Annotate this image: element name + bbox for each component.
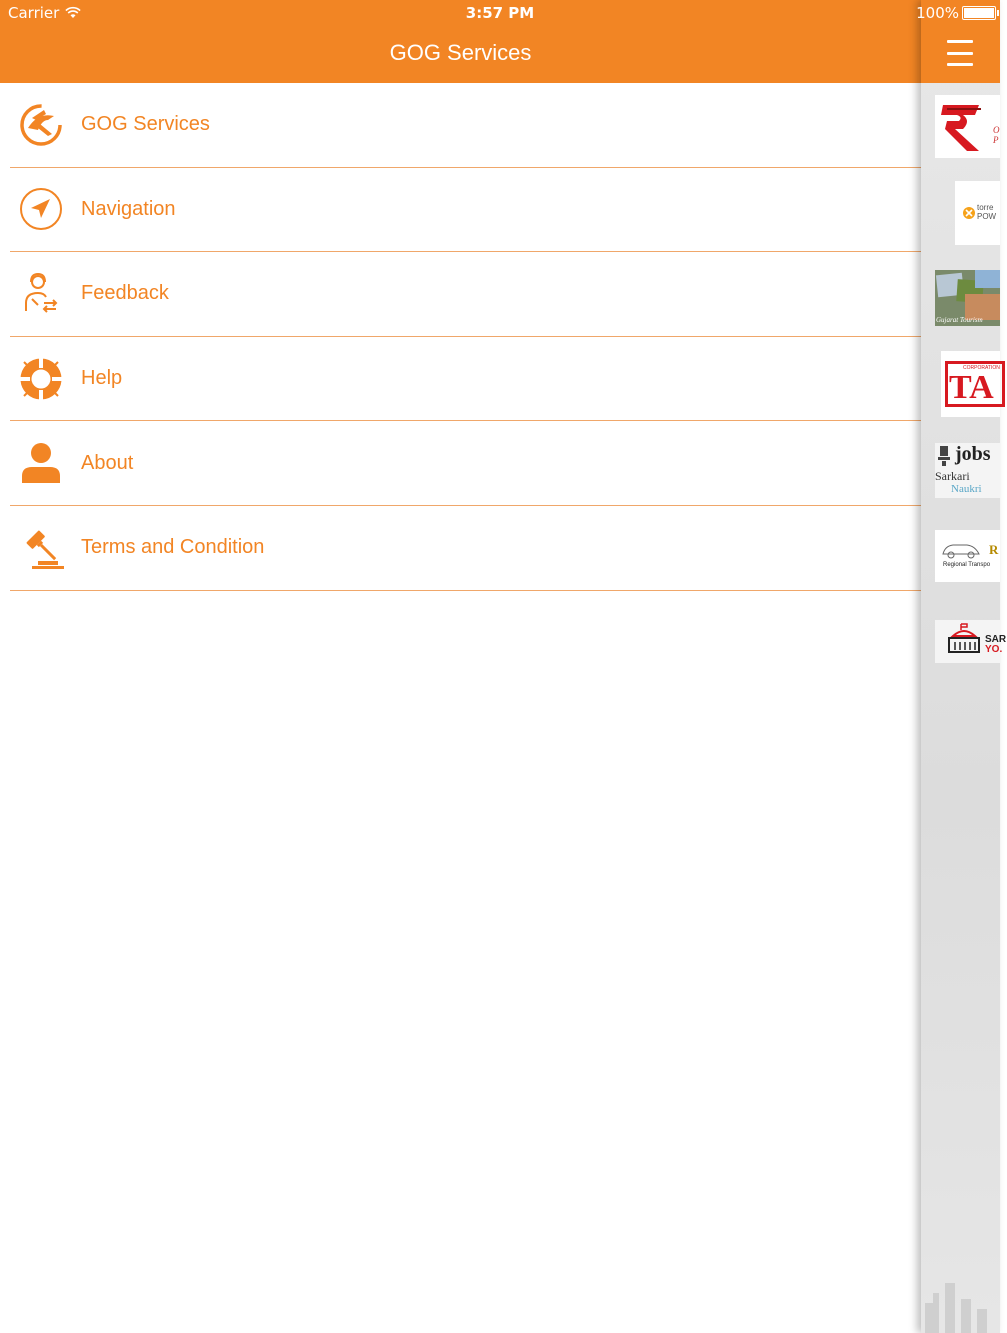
city-skyline-decoration: [921, 1273, 1000, 1333]
hamburger-menu-icon[interactable]: [947, 40, 973, 66]
thumbnail-subtext: CORPORATION: [963, 365, 1000, 371]
thumbnail-subtext: YO.: [985, 644, 1003, 655]
thumbnail-text: R: [989, 542, 999, 557]
lifebuoy-icon: [18, 356, 64, 402]
main-header: [916, 0, 1000, 83]
person-icon: [18, 440, 64, 486]
menu-item-label: About: [81, 451, 134, 474]
thumbnail-text: torre POW: [977, 203, 997, 221]
torrent-power-thumbnail[interactable]: [955, 181, 1000, 245]
menu-item-feedback[interactable]: [10, 252, 921, 337]
menu-item-label: GOG Services: [81, 113, 210, 136]
menu-item-label: Help: [81, 367, 123, 390]
thumbnail-text: jobs: [955, 443, 991, 465]
status-time: 3:57 PM: [465, 4, 535, 22]
main-content-peek[interactable]: [916, 0, 1007, 1333]
menu-item-terms[interactable]: [10, 506, 921, 591]
tax-thumbnail[interactable]: [941, 351, 1000, 417]
rto-thumbnail[interactable]: [935, 530, 1000, 582]
status-bar-left: [8, 4, 81, 22]
menu-item-about[interactable]: [10, 421, 921, 506]
app-header: [0, 0, 921, 83]
menu-item-label: Terms and Condition: [81, 536, 265, 559]
gujarat-tourism-thumbnail[interactable]: [935, 270, 1000, 326]
battery-icon: [962, 6, 996, 20]
battery-label: 100%: [916, 4, 959, 22]
sarkari-naukri-thumbnail[interactable]: [935, 443, 1000, 498]
navigation-arrow-icon: [18, 186, 64, 232]
menu-list: [0, 83, 921, 591]
menu-item-navigation[interactable]: [10, 168, 921, 253]
gavel-icon: [18, 525, 64, 571]
page-title: GOG Services: [389, 40, 532, 65]
feedback-person-icon: [18, 271, 64, 317]
sarkari-yojana-thumbnail[interactable]: [935, 620, 1007, 663]
thumbnail-text: Gujarat Tourism: [936, 316, 983, 324]
menu-item-help[interactable]: [10, 337, 921, 422]
thumbnail-subtext: Regional Transpo: [943, 562, 991, 568]
menu-item-label: Navigation: [81, 197, 176, 220]
thumbnail-text: SAR: [985, 634, 1007, 645]
thumbnail-text: TA: [949, 369, 994, 406]
status-bar-right: [916, 4, 996, 22]
gog-emblem-icon: [18, 102, 64, 148]
rupee-thumbnail[interactable]: [935, 95, 1000, 158]
wifi-icon: [65, 7, 81, 19]
menu-item-gog-services[interactable]: [10, 83, 921, 168]
thumbnail-subtext: Sarkari: [935, 469, 970, 483]
menu-item-label: Feedback: [81, 282, 169, 305]
carrier-label: Carrier: [8, 4, 60, 22]
thumbnail-text: O P: [993, 125, 1000, 145]
thumbnail-subtext-2: Naukri: [951, 483, 982, 495]
